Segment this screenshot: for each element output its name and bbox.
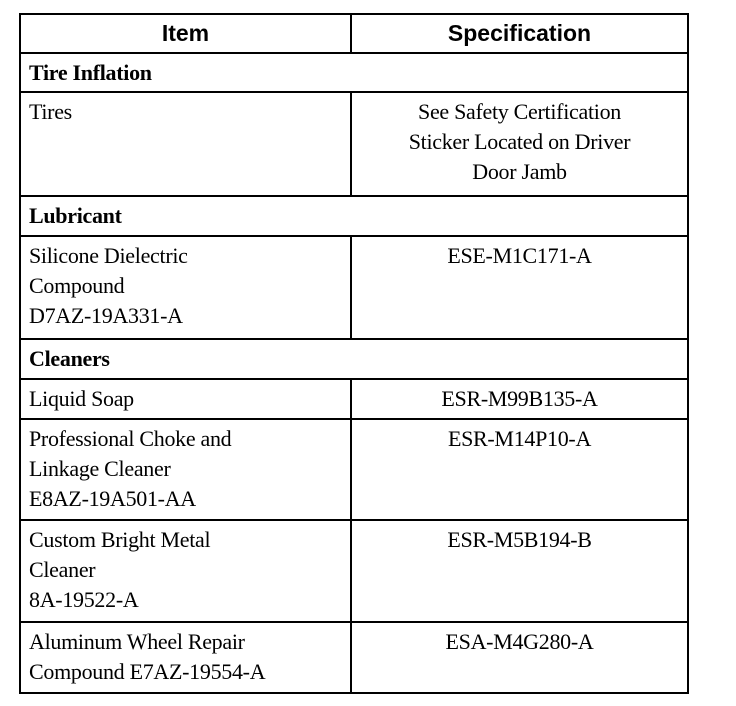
item-line: Compound — [29, 273, 125, 298]
section-row — [20, 196, 688, 236]
item-line: Silicone Dielectric — [29, 243, 188, 268]
item-line: Tires — [29, 99, 72, 124]
spec-line: Door Jamb — [472, 159, 567, 184]
header-specification: Specification — [351, 14, 688, 53]
spec-cell — [351, 419, 688, 520]
spec-cell — [351, 520, 688, 622]
spec-cell — [351, 379, 688, 419]
table-row — [20, 92, 688, 196]
spec-cell — [351, 236, 688, 339]
item-line: D7AZ-19A331-A — [29, 303, 183, 328]
section-row — [20, 53, 688, 92]
section-title: Tire Inflation — [20, 53, 688, 92]
section-row — [20, 339, 688, 379]
item-line: Professional Choke and — [29, 426, 232, 451]
item-cell — [20, 379, 351, 419]
item-cell — [20, 92, 351, 196]
item-line: Liquid Soap — [29, 386, 134, 411]
spec-cell — [351, 622, 688, 693]
item-cell — [20, 419, 351, 520]
header-row — [20, 14, 688, 53]
item-line: 8A-19522-A — [29, 587, 139, 612]
item-cell — [20, 622, 351, 693]
table-row — [20, 622, 688, 693]
table-row — [20, 520, 688, 622]
spec-line: ESE-M1C171-A — [447, 243, 592, 268]
spec-line: ESA-M4G280-A — [445, 629, 594, 654]
item-line: Aluminum Wheel Repair — [29, 629, 245, 654]
header-item: Item — [20, 14, 351, 53]
table-row — [20, 379, 688, 419]
table-row — [20, 419, 688, 520]
item-line: Linkage Cleaner — [29, 456, 171, 481]
item-line: Custom Bright Metal — [29, 527, 211, 552]
spec-line: See Safety Certification — [418, 99, 621, 124]
spec-line: ESR-M5B194-B — [447, 527, 592, 552]
spec-line: ESR-M14P10-A — [447, 426, 592, 451]
spec-line: ESR-M99B135-A — [441, 386, 598, 411]
specification-table — [19, 13, 689, 694]
section-title: Cleaners — [20, 339, 688, 379]
section-title: Lubricant — [20, 196, 688, 236]
spec-cell — [351, 92, 688, 196]
item-line: E8AZ-19A501-AA — [29, 486, 196, 511]
item-cell — [20, 236, 351, 339]
item-line: Cleaner — [29, 557, 96, 582]
item-cell — [20, 520, 351, 622]
item-line: Compound E7AZ-19554-A — [29, 659, 266, 684]
spec-line: Sticker Located on Driver — [408, 129, 631, 154]
table-row — [20, 236, 688, 339]
